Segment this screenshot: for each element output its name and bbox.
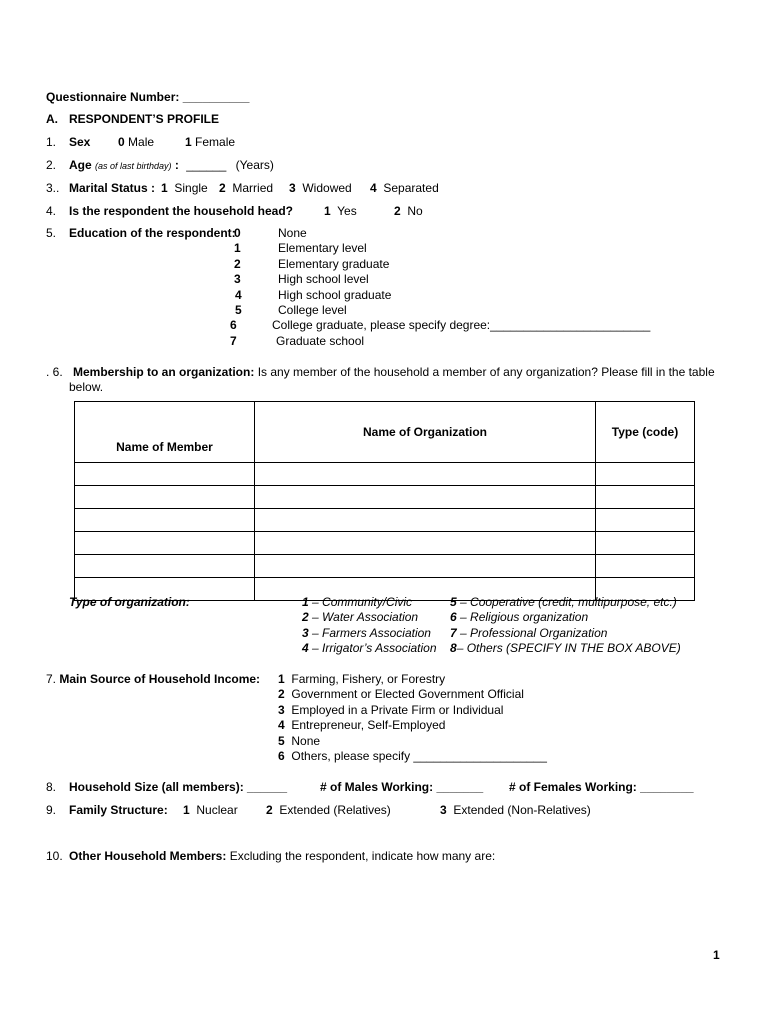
legend-item-code: 4 <box>302 641 309 655</box>
q5-label: Education of the respondent: <box>69 226 236 240</box>
q9-option-code: 3 <box>440 803 447 817</box>
q9-option-nuclear[interactable] <box>183 803 238 817</box>
q4-number: 4. <box>46 204 57 218</box>
section-a-letter: A. <box>46 112 58 126</box>
table-row <box>75 555 695 578</box>
q8-number: 8. <box>46 780 57 794</box>
legend-item <box>450 595 677 609</box>
q7-option-code: 2 <box>278 687 285 701</box>
q6-label: Membership to an organization: <box>73 365 255 379</box>
q4-option-text: No <box>407 204 423 218</box>
q7-option-text: Entrepreneur, Self-Employed <box>291 718 446 732</box>
q7-option-code: 4 <box>278 718 285 732</box>
q5-option-code: 0 <box>234 226 241 240</box>
q5-option-code: 4 <box>235 288 242 302</box>
q7-option-code: 3 <box>278 703 285 717</box>
q3-option-text: Single <box>174 181 208 195</box>
q4-option-code: 2 <box>394 204 401 218</box>
q9-option-extended-non-relatives[interactable] <box>440 803 591 817</box>
table-header-row <box>75 402 695 463</box>
legend-item-code: 5 <box>450 595 457 609</box>
q6-text-line1: Is any member of the household a member of any organization? Please fill in the table <box>257 365 715 379</box>
q7-option-text: None <box>291 734 321 748</box>
q2-row <box>69 158 274 173</box>
q9-option-text: Nuclear <box>196 803 238 817</box>
q1-number: 1. <box>46 135 57 149</box>
table-row <box>75 532 695 555</box>
legend-item-code: 7 <box>450 626 457 640</box>
legend-item <box>302 641 437 655</box>
q8-females-blank[interactable]: ________ <box>640 780 694 794</box>
q1-option-text: Female <box>195 135 236 149</box>
table-cell-member[interactable] <box>75 555 255 578</box>
table-cell-member[interactable] <box>75 532 255 555</box>
q5-option-high-school-graduate[interactable]: High school graduate <box>278 288 392 302</box>
q4-label: Is the respondent the household head? <box>69 204 294 218</box>
q3-option-text: Married <box>232 181 274 195</box>
q3-option-widowed[interactable] <box>289 181 352 195</box>
q9-option-extended-relatives[interactable] <box>266 803 391 817</box>
q3-option-separated[interactable] <box>370 181 439 195</box>
q10-label: Other Household Members: <box>69 849 227 863</box>
legend-item-text: – Religious organization <box>460 610 589 624</box>
q5-option-elementary-graduate[interactable]: Elementary graduate <box>278 257 390 271</box>
q9-label: Family Structure: <box>69 803 168 817</box>
questionnaire-number-label: Questionnaire Number: <box>46 90 180 104</box>
q5-option-code: 6 <box>230 318 237 332</box>
legend-item <box>450 641 681 655</box>
q7-option-code: 6 <box>278 749 285 763</box>
legend-item-text: – Water Association <box>312 610 419 624</box>
legend-item <box>302 610 418 624</box>
q1-option-male[interactable] <box>118 135 154 149</box>
legend-item-text: – Professional Organization <box>460 626 608 640</box>
q5-option-code: 7 <box>230 334 237 348</box>
q6-line1 <box>73 365 715 379</box>
questionnaire-number <box>46 90 249 104</box>
legend-item-code: 2 <box>302 610 309 624</box>
q10-number: 10. <box>46 849 63 863</box>
table-cell-organization[interactable] <box>255 555 596 578</box>
q5-option-code: 5 <box>235 303 242 317</box>
q8-males-label: # of Males Working: <box>320 780 434 794</box>
q8-females-working <box>509 780 694 794</box>
q1-option-code: 1 <box>185 135 192 149</box>
q7-option-private-firm[interactable] <box>278 703 503 717</box>
q7-number: 7. <box>46 672 57 686</box>
legend-item-code: 8 <box>450 641 457 655</box>
table-cell-type[interactable] <box>596 486 695 509</box>
q9-option-text: Extended (Non-Relatives) <box>453 803 591 817</box>
legend-item-code: 6 <box>450 610 457 624</box>
q5-option-code: 1 <box>234 241 241 255</box>
q2-number: 2. <box>46 158 57 172</box>
q1-option-female[interactable] <box>185 135 235 149</box>
q7-option-farming[interactable] <box>278 672 445 686</box>
q3-option-code: 1 <box>161 181 168 195</box>
q2-blank[interactable]: ______ <box>186 158 227 172</box>
legend-item <box>450 626 607 640</box>
q5-option-code: 2 <box>234 257 241 271</box>
q3-option-code: 3 <box>289 181 296 195</box>
table-row <box>75 486 695 509</box>
legend-item <box>302 626 431 640</box>
legend-item-text: – Irrigator’s Association <box>312 641 437 655</box>
table-cell-organization[interactable] <box>255 532 596 555</box>
q2-unit: (Years) <box>235 158 274 172</box>
legend-item-text: – Farmers Association <box>312 626 431 640</box>
q9-number: 9. <box>46 803 57 817</box>
q7-option-text: Farming, Fishery, or Forestry <box>291 672 446 686</box>
q5-option-college-level[interactable]: College level <box>278 303 347 317</box>
table-cell-organization[interactable] <box>255 509 596 532</box>
table-cell-type[interactable] <box>596 532 695 555</box>
q8-females-label: # of Females Working: <box>509 780 637 794</box>
q3-option-code: 4 <box>370 181 377 195</box>
q8-blank[interactable]: ______ <box>247 780 288 794</box>
q10-row <box>69 849 495 863</box>
q4-option-no[interactable] <box>394 204 423 218</box>
questionnaire-number-blank[interactable]: __________ <box>182 90 250 104</box>
q7-label: Main Source of Household Income: <box>59 672 261 686</box>
table-row <box>75 509 695 532</box>
q4-option-text: Yes <box>337 204 357 218</box>
q5-option-high-school-level[interactable]: High school level <box>278 272 369 286</box>
q1-label: Sex <box>69 135 91 149</box>
q1-option-code: 0 <box>118 135 125 149</box>
q5-option-none[interactable]: None <box>278 226 307 240</box>
column-header-name-of-organization: Name of Organization <box>255 402 596 463</box>
q7-option-government[interactable] <box>278 687 524 701</box>
q7-option-code: 1 <box>278 672 285 686</box>
q3-option-single[interactable] <box>161 181 208 195</box>
q7-option-text: Government or Elected Government Official <box>291 687 524 701</box>
legend-item-text: – Community/Civic <box>312 595 413 609</box>
q1-option-text: Male <box>128 135 155 149</box>
q7-row <box>46 672 260 686</box>
q6-text-line2: below. <box>69 380 104 394</box>
column-header-name-of-member: Name of Member <box>75 402 255 463</box>
q4-option-yes[interactable] <box>324 204 357 218</box>
q7-option-text: Employed in a Private Firm or Individual <box>291 703 504 717</box>
q3-option-code: 2 <box>219 181 226 195</box>
q3-option-text: Widowed <box>302 181 352 195</box>
q5-option-college-graduate[interactable]: College graduate, please specify degree:________________________ <box>272 318 651 332</box>
organization-type-legend-label: Type of organization: <box>69 595 190 609</box>
legend-item-code: 3 <box>302 626 309 640</box>
q7-option-code: 5 <box>278 734 285 748</box>
q2-colon: : <box>174 158 179 172</box>
q8-males-blank[interactable]: _______ <box>436 780 484 794</box>
q2-label: Age <box>69 158 92 172</box>
q7-option-text: Others, please specify ____________________ <box>291 749 547 763</box>
table-cell-type[interactable] <box>596 463 695 486</box>
table-cell-member[interactable] <box>75 509 255 532</box>
q9-option-code: 1 <box>183 803 190 817</box>
table-cell-member[interactable] <box>75 463 255 486</box>
table-cell-type[interactable] <box>596 509 695 532</box>
table-row <box>75 463 695 486</box>
section-a-title: RESPONDENT’S PROFILE <box>69 112 220 126</box>
q9-option-code: 2 <box>266 803 273 817</box>
legend-item-text: – Others (SPECIFY IN THE BOX ABOVE) <box>456 641 681 655</box>
legend-item-code: 1 <box>302 595 309 609</box>
q3-number: 3.. <box>46 181 60 195</box>
q5-option-graduate-school[interactable]: Graduate school <box>276 334 365 348</box>
q7-option-entrepreneur[interactable] <box>278 718 445 732</box>
q5-option-elementary-level[interactable]: Elementary level <box>278 241 367 255</box>
q3-label: Marital Status : <box>69 181 156 195</box>
page-number: 1 <box>713 948 720 962</box>
q8-household-size <box>69 780 287 794</box>
legend-item-text: – Cooperative (credit, multipurpose, etc.) <box>460 595 677 609</box>
legend-item <box>302 595 412 609</box>
q4-option-code: 1 <box>324 204 331 218</box>
q7-option-others[interactable] <box>278 749 547 763</box>
q5-number: 5. <box>46 226 57 240</box>
q3-option-married[interactable] <box>219 181 273 195</box>
table-cell-type[interactable] <box>596 555 695 578</box>
legend-item <box>450 610 588 624</box>
q7-option-none[interactable] <box>278 734 320 748</box>
q2-note: (as of last birthday) <box>95 161 172 171</box>
table-cell-organization[interactable] <box>255 486 596 509</box>
table-cell-organization[interactable] <box>255 463 596 486</box>
q8-males-working <box>320 780 483 794</box>
q5-option-code: 3 <box>234 272 241 286</box>
organization-table <box>74 401 695 601</box>
q3-option-text: Separated <box>383 181 439 195</box>
q8-label: Household Size (all members): <box>69 780 244 794</box>
q10-text: Excluding the respondent, indicate how many are: <box>229 849 496 863</box>
column-header-type-code: Type (code) <box>596 402 695 463</box>
table-cell-member[interactable] <box>75 486 255 509</box>
q6-number: . 6. <box>46 365 63 379</box>
q9-option-text: Extended (Relatives) <box>279 803 391 817</box>
